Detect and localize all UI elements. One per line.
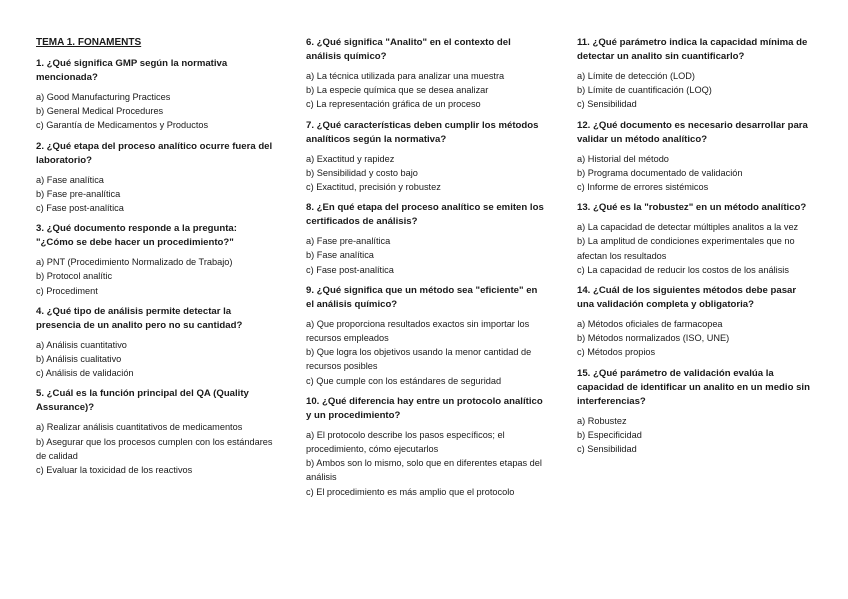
column-1: [36, 36, 274, 484]
option-b: b) Protocol analític: [36, 271, 113, 282]
question-14: [577, 284, 815, 360]
question-text: 3. ¿Qué documento responde a la pregunta: "¿Cómo se debe hacer un procedimiento?": [36, 223, 237, 249]
option-b: b) Fase analítica: [306, 250, 374, 261]
option-c: c) La capacidad de reducir los costos de los análisis: [577, 264, 789, 275]
option-a: a) La capacidad de detectar múltiples analitos a la vez: [577, 222, 799, 233]
option-c: c) Fase post-analítica: [36, 203, 124, 214]
option-b: b) Asegurar que los procesos cumplen con los estándares de calidad: [36, 436, 273, 461]
question-13: [577, 201, 815, 277]
option-b: b) Fase pre-analítica: [36, 188, 121, 199]
option-c: c) Fase post-analítica: [306, 264, 394, 275]
option-c: c) Sensibilidad: [577, 99, 637, 110]
question-text: 15. ¿Qué parámetro de validación evalúa la capacidad de identificar un analito en un medio sin interferencias?: [577, 367, 810, 407]
option-a: a) Robustez: [577, 415, 627, 426]
option-b: b) Ambos son lo mismo, solo que en diferentes etapas del análisis: [306, 458, 542, 483]
option-b: b) Métodos normalizados (ISO, UNE): [577, 333, 730, 344]
question-text: 8. ¿En qué etapa del proceso analítico se emiten los certificados de análisis?: [306, 202, 544, 228]
option-a: a) Fase analítica: [36, 174, 104, 185]
question-text: 2. ¿Qué etapa del proceso analítico ocurre fuera del laboratorio?: [36, 140, 273, 166]
option-a: a) Fase pre-analítica: [306, 236, 391, 247]
option-a: a) Realizar análisis cuantitativos de medicamentos: [36, 422, 243, 433]
option-c: c) El procedimiento es más amplio que el protocolo: [306, 486, 515, 497]
option-a: a) La técnica utilizada para analizar una muestra: [306, 71, 505, 81]
option-a: a) Análisis cuantitativo: [36, 339, 127, 350]
option-b: b) Que logra los objetivos usando la menor cantidad de recursos posibles: [306, 347, 532, 372]
question-8: [306, 201, 544, 277]
question-3: [36, 222, 274, 298]
option-c: c) Informe de errores sistémicos: [577, 182, 709, 193]
option-a: a) PNT (Procedimiento Normalizado de Trabajo): [36, 257, 233, 268]
question-7: [306, 119, 544, 195]
option-b: b) Programa documentado de validación: [577, 167, 743, 178]
option-c: c) Sensibilidad: [577, 444, 637, 455]
option-b: b) La amplitud de condiciones experimentales que no afectan los resultados: [577, 236, 795, 261]
column-2: [306, 36, 544, 506]
option-a: a) Good Manufacturing Practices: [36, 92, 171, 102]
option-a: a) Historial del método: [577, 153, 669, 164]
option-a: a) El protocolo describe los pasos específicos; el procedimiento, cómo ejecutarlos: [306, 429, 505, 455]
question-text: 11. ¿Qué parámetro indica la capacidad mínima de detectar un analito sin cuantificarlo?: [577, 37, 808, 62]
question-text: 9. ¿Qué significa que un método sea "eficiente" en el análisis químico?: [306, 284, 538, 310]
option-a: a) Exactitud y rapidez: [306, 153, 395, 164]
option-b: b) Análisis cualitativo: [36, 354, 122, 365]
question-text: 1. ¿Qué significa GMP según la normativa mencionada?: [36, 58, 228, 83]
option-b: b) La especie química que se desea analizar: [306, 85, 489, 96]
option-c: c) La representación gráfica de un proceso: [306, 99, 481, 110]
question-10: [306, 395, 544, 499]
document-title: TEMA 1. FONAMENTS: [36, 37, 142, 48]
question-text: 6. ¿Qué significa "Analito" en el contexto del análisis químico?: [306, 37, 511, 62]
question-text: 10. ¿Qué diferencia hay entre un protocolo analítico y un procedimiento?: [306, 395, 543, 421]
option-c: c) Evaluar la toxicidad de los reactivos: [36, 465, 193, 476]
option-a: a) Límite de detección (LOD): [577, 71, 695, 81]
option-b: b) Límite de cuantificación (LOQ): [577, 85, 712, 96]
question-11: [577, 36, 815, 112]
option-c: c) Garantía de Medicamentos y Productos: [36, 120, 209, 131]
option-b: b) General Medical Procedures: [36, 106, 164, 117]
question-text: 13. ¿Qué es la "robustez" en un método analítico?: [577, 202, 807, 214]
option-c: c) Análisis de validación: [36, 368, 134, 379]
question-2: [36, 140, 274, 216]
option-c: c) Que cumple con los estándares de seguridad: [306, 375, 502, 386]
option-c: c) Exactitud, precisión y robustez: [306, 182, 441, 193]
question-text: 5. ¿Cuál es la función principal del QA (Quality Assurance)?: [36, 388, 249, 414]
option-b: b) Especificidad: [577, 429, 642, 440]
question-text: 4. ¿Qué tipo de análisis permite detectar la presencia de un analito pero no su cantidad?: [36, 305, 243, 331]
option-a: a) Que proporciona resultados exactos sin importar los recursos empleados: [306, 318, 530, 344]
question-12: [577, 119, 815, 195]
option-a: a) Métodos oficiales de farmacopea: [577, 319, 723, 330]
question-text: 12. ¿Qué documento es necesario desarrollar para validar un método analítico?: [577, 119, 808, 145]
question-15: [577, 367, 815, 457]
option-c: c) Métodos propios: [577, 347, 656, 358]
question-4: [36, 305, 274, 381]
question-text: 14. ¿Cuál de los siguientes métodos debe pasar una validación completa y obligatoria?: [577, 285, 797, 311]
question-1: [36, 57, 274, 133]
question-5: [36, 387, 274, 477]
option-b: b) Sensibilidad y costo bajo: [306, 167, 418, 178]
question-text: 7. ¿Qué características deben cumplir los métodos analíticos según la normativa?: [306, 119, 539, 145]
question-6: [306, 36, 544, 112]
option-c: c) Procediment: [36, 285, 98, 296]
column-3: [577, 36, 815, 463]
question-9: [306, 284, 544, 388]
